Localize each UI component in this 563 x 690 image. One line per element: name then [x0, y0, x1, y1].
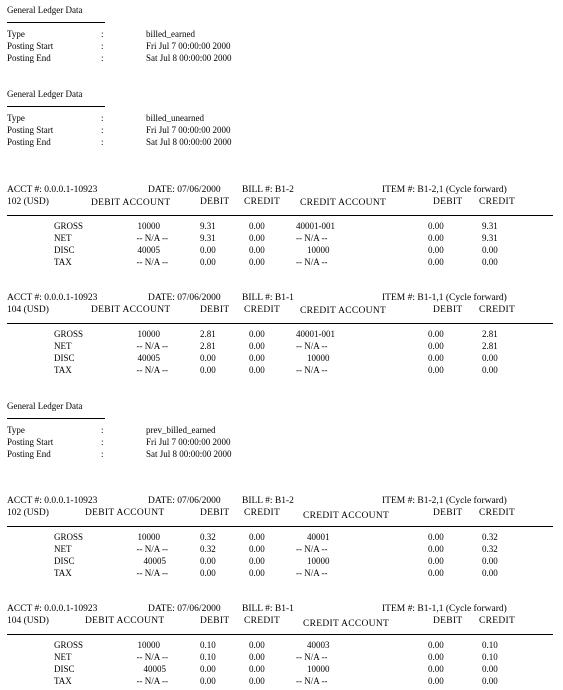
col-debit: DEBIT — [433, 616, 463, 626]
debit-value: 0.00 — [428, 676, 444, 686]
col-credit: CREDIT — [244, 305, 281, 315]
debit-value: 0.00 — [428, 257, 444, 267]
credit-account: 10000 — [307, 556, 330, 566]
credit-value: 0.00 — [249, 341, 265, 351]
credit-account: -- N/A -- — [296, 257, 328, 267]
gl-value: prev_billed_earned — [146, 425, 216, 435]
debit-value: 0.32 — [200, 532, 216, 542]
debit-value: 0.00 — [200, 676, 216, 686]
acct-date: DATE: 07/06/2000 — [148, 185, 221, 195]
currency: 104 (USD) — [7, 305, 49, 315]
gl-sep: : — [101, 41, 104, 51]
gl-sep: : — [101, 53, 104, 63]
gl-sep: : — [101, 449, 104, 459]
credit-value: 0.32 — [482, 544, 498, 554]
divider — [7, 323, 553, 324]
credit-value: 0.00 — [249, 353, 265, 363]
col-credit: CREDIT — [479, 508, 516, 518]
gl-value: Sat Jul 8 00:00:00 2000 — [146, 449, 232, 459]
col-debit-account: DEBIT ACCOUNT — [91, 305, 171, 315]
col-debit: DEBIT — [200, 616, 230, 626]
gl-value: Fri Jul 7 00:00:00 2000 — [146, 125, 231, 135]
divider — [7, 215, 553, 216]
debit-value: 0.00 — [428, 556, 444, 566]
acct-date: DATE: 07/06/2000 — [148, 604, 221, 614]
credit-account: -- N/A -- — [296, 233, 328, 243]
credit-account: -- N/A -- — [296, 365, 328, 375]
debit-value: 9.31 — [200, 233, 216, 243]
col-debit-account: DEBIT ACCOUNT — [91, 198, 171, 208]
debit-account: -- N/A -- — [136, 544, 168, 554]
debit-value: 0.00 — [428, 365, 444, 375]
gl-sep: : — [101, 125, 104, 135]
credit-value: 0.32 — [482, 532, 498, 542]
debit-account: 10000 — [137, 221, 160, 231]
row-type: TAX — [54, 676, 72, 686]
gl-label: Type — [7, 29, 25, 39]
credit-account: -- N/A -- — [296, 544, 328, 554]
credit-value: 0.10 — [482, 640, 498, 650]
gl-title: General Ledger Data — [7, 401, 83, 411]
credit-value: 0.00 — [249, 221, 265, 231]
divider — [7, 634, 553, 635]
credit-value: 0.00 — [482, 676, 498, 686]
col-credit-account: CREDIT ACCOUNT — [300, 306, 387, 316]
gl-value: Fri Jul 7 00:00:00 2000 — [146, 437, 231, 447]
credit-value: 0.00 — [249, 676, 265, 686]
debit-value: 0.00 — [428, 341, 444, 351]
debit-account: -- N/A -- — [136, 568, 168, 578]
item-number: ITEM #: B1-1,1 (Cycle forward) — [382, 604, 507, 614]
credit-value: 0.00 — [249, 365, 265, 375]
debit-value: 0.00 — [428, 245, 444, 255]
acct-number: ACCT #: 0.0.0.1-10923 — [7, 496, 98, 506]
credit-value: 0.00 — [249, 664, 265, 674]
credit-value: 0.00 — [482, 365, 498, 375]
row-type: DISC — [54, 664, 75, 674]
item-number: ITEM #: B1-1,1 (Cycle forward) — [382, 293, 507, 303]
credit-value: 0.10 — [482, 652, 498, 662]
col-credit-account: CREDIT ACCOUNT — [303, 619, 390, 629]
row-type: TAX — [54, 365, 72, 375]
gl-sep: : — [101, 137, 104, 147]
debit-value: 9.31 — [200, 221, 216, 231]
credit-value: 0.00 — [482, 257, 498, 267]
credit-value: 9.31 — [482, 233, 498, 243]
gl-label: Posting End — [7, 53, 51, 63]
debit-account: -- N/A -- — [136, 652, 168, 662]
acct-number: ACCT #: 0.0.0.1-10923 — [7, 185, 98, 195]
gl-value: Sat Jul 8 00:00:00 2000 — [146, 137, 232, 147]
col-credit: CREDIT — [479, 197, 516, 207]
item-number: ITEM #: B1-2,1 (Cycle forward) — [382, 185, 507, 195]
credit-account: -- N/A -- — [296, 652, 328, 662]
credit-value: 0.00 — [249, 556, 265, 566]
credit-account: 10000 — [307, 245, 330, 255]
credit-account: 40001-001 — [296, 329, 335, 339]
gl-value: billed_unearned — [146, 113, 204, 123]
gl-label: Type — [7, 113, 25, 123]
divider — [7, 22, 105, 23]
debit-value: 0.10 — [200, 652, 216, 662]
debit-value: 0.00 — [428, 652, 444, 662]
debit-value: 0.00 — [428, 544, 444, 554]
gl-label: Posting Start — [7, 125, 54, 135]
currency: 102 (USD) — [7, 508, 49, 518]
debit-value: 0.00 — [200, 568, 216, 578]
col-debit: DEBIT — [433, 305, 463, 315]
credit-value: 0.00 — [249, 257, 265, 267]
credit-value: 0.00 — [249, 532, 265, 542]
debit-account: 40005 — [137, 245, 160, 255]
gl-sep: : — [101, 425, 104, 435]
col-credit: CREDIT — [244, 616, 281, 626]
credit-account: 10000 — [307, 353, 330, 363]
debit-value: 0.00 — [200, 353, 216, 363]
credit-value: 0.00 — [249, 652, 265, 662]
debit-value: 0.00 — [428, 568, 444, 578]
debit-account: 10000 — [137, 532, 160, 542]
debit-account: 10000 — [137, 329, 160, 339]
col-debit: DEBIT — [200, 197, 230, 207]
gl-sep: : — [101, 437, 104, 447]
credit-value: 2.81 — [482, 341, 498, 351]
debit-value: 0.32 — [200, 544, 216, 554]
credit-value: 0.00 — [249, 544, 265, 554]
col-credit: CREDIT — [479, 616, 516, 626]
gl-label: Posting End — [7, 137, 51, 147]
credit-value: 0.00 — [482, 556, 498, 566]
credit-value: 0.00 — [249, 233, 265, 243]
col-debit: DEBIT — [200, 508, 230, 518]
credit-account: -- N/A -- — [296, 676, 328, 686]
gl-label: Posting Start — [7, 437, 54, 447]
credit-account: -- N/A -- — [296, 568, 328, 578]
credit-account: 40001 — [307, 532, 330, 542]
credit-account: 40003 — [307, 640, 330, 650]
gl-label: Type — [7, 425, 25, 435]
debit-value: 0.10 — [200, 640, 216, 650]
col-debit: DEBIT — [433, 197, 463, 207]
divider — [7, 418, 105, 419]
currency: 102 (USD) — [7, 197, 49, 207]
acct-date: DATE: 07/06/2000 — [148, 293, 221, 303]
col-debit: DEBIT — [200, 305, 230, 315]
debit-account: 40005 — [143, 664, 166, 674]
debit-account: -- N/A -- — [136, 257, 168, 267]
gl-title: General Ledger Data — [7, 5, 83, 15]
debit-value: 0.00 — [428, 532, 444, 542]
debit-account: 10000 — [137, 640, 160, 650]
credit-value: 0.00 — [249, 245, 265, 255]
credit-value: 0.00 — [482, 245, 498, 255]
row-type: NET — [54, 233, 72, 243]
credit-value: 0.00 — [482, 568, 498, 578]
debit-value: 0.00 — [200, 257, 216, 267]
col-debit-account: DEBIT ACCOUNT — [85, 508, 165, 518]
debit-value: 0.00 — [428, 640, 444, 650]
row-type: TAX — [54, 257, 72, 267]
col-credit-account: CREDIT ACCOUNT — [300, 198, 387, 208]
row-type: DISC — [54, 353, 75, 363]
col-credit: CREDIT — [244, 508, 281, 518]
debit-value: 0.00 — [200, 556, 216, 566]
row-type: NET — [54, 652, 72, 662]
gl-value: Fri Jul 7 00:00:00 2000 — [146, 41, 231, 51]
col-debit-account: DEBIT ACCOUNT — [85, 616, 165, 626]
debit-account: -- N/A -- — [136, 341, 168, 351]
debit-account: 40005 — [143, 556, 166, 566]
gl-value: billed_earned — [146, 29, 195, 39]
debit-value: 0.00 — [428, 353, 444, 363]
debit-value: 0.00 — [428, 664, 444, 674]
gl-label: Posting End — [7, 449, 51, 459]
gl-sep: : — [101, 29, 104, 39]
credit-value: 0.00 — [482, 353, 498, 363]
bill-number: BILL #: B1-1 — [242, 293, 294, 303]
divider — [7, 106, 105, 107]
row-type: GROSS — [54, 329, 84, 339]
debit-account: -- N/A -- — [136, 233, 168, 243]
acct-number: ACCT #: 0.0.0.1-10923 — [7, 604, 98, 614]
debit-value: 2.81 — [200, 329, 216, 339]
debit-value: 0.00 — [200, 664, 216, 674]
divider — [7, 526, 553, 527]
credit-value: 0.00 — [249, 329, 265, 339]
credit-account: -- N/A -- — [296, 341, 328, 351]
debit-account: -- N/A -- — [136, 365, 168, 375]
row-type: GROSS — [54, 532, 84, 542]
bill-number: BILL #: B1-1 — [242, 604, 294, 614]
currency: 104 (USD) — [7, 616, 49, 626]
gl-value: Sat Jul 8 00:00:00 2000 — [146, 53, 232, 63]
acct-date: DATE: 07/06/2000 — [148, 496, 221, 506]
row-type: DISC — [54, 556, 75, 566]
item-number: ITEM #: B1-2,1 (Cycle forward) — [382, 496, 507, 506]
gl-title: General Ledger Data — [7, 89, 83, 99]
credit-value: 0.00 — [482, 664, 498, 674]
debit-value: 0.00 — [428, 221, 444, 231]
bill-number: BILL #: B1-2 — [242, 496, 294, 506]
row-type: NET — [54, 341, 72, 351]
debit-value: 0.00 — [200, 365, 216, 375]
gl-sep: : — [101, 113, 104, 123]
bill-number: BILL #: B1-2 — [242, 185, 294, 195]
row-type: TAX — [54, 568, 72, 578]
gl-label: Posting Start — [7, 41, 54, 51]
row-type: NET — [54, 544, 72, 554]
debit-account: -- N/A -- — [136, 676, 168, 686]
row-type: GROSS — [54, 640, 84, 650]
credit-value: 9.31 — [482, 221, 498, 231]
col-credit: CREDIT — [244, 197, 281, 207]
debit-value: 2.81 — [200, 341, 216, 351]
debit-account: 40005 — [137, 353, 160, 363]
col-debit: DEBIT — [433, 508, 463, 518]
row-type: DISC — [54, 245, 75, 255]
credit-account: 10000 — [307, 664, 330, 674]
debit-value: 0.00 — [428, 329, 444, 339]
row-type: GROSS — [54, 221, 84, 231]
credit-account: 40001-001 — [296, 221, 335, 231]
col-credit: CREDIT — [479, 305, 516, 315]
credit-value: 0.00 — [249, 640, 265, 650]
debit-value: 0.00 — [200, 245, 216, 255]
credit-value: 2.81 — [482, 329, 498, 339]
credit-value: 0.00 — [249, 568, 265, 578]
acct-number: ACCT #: 0.0.0.1-10923 — [7, 293, 98, 303]
debit-value: 0.00 — [428, 233, 444, 243]
col-credit-account: CREDIT ACCOUNT — [303, 511, 390, 521]
